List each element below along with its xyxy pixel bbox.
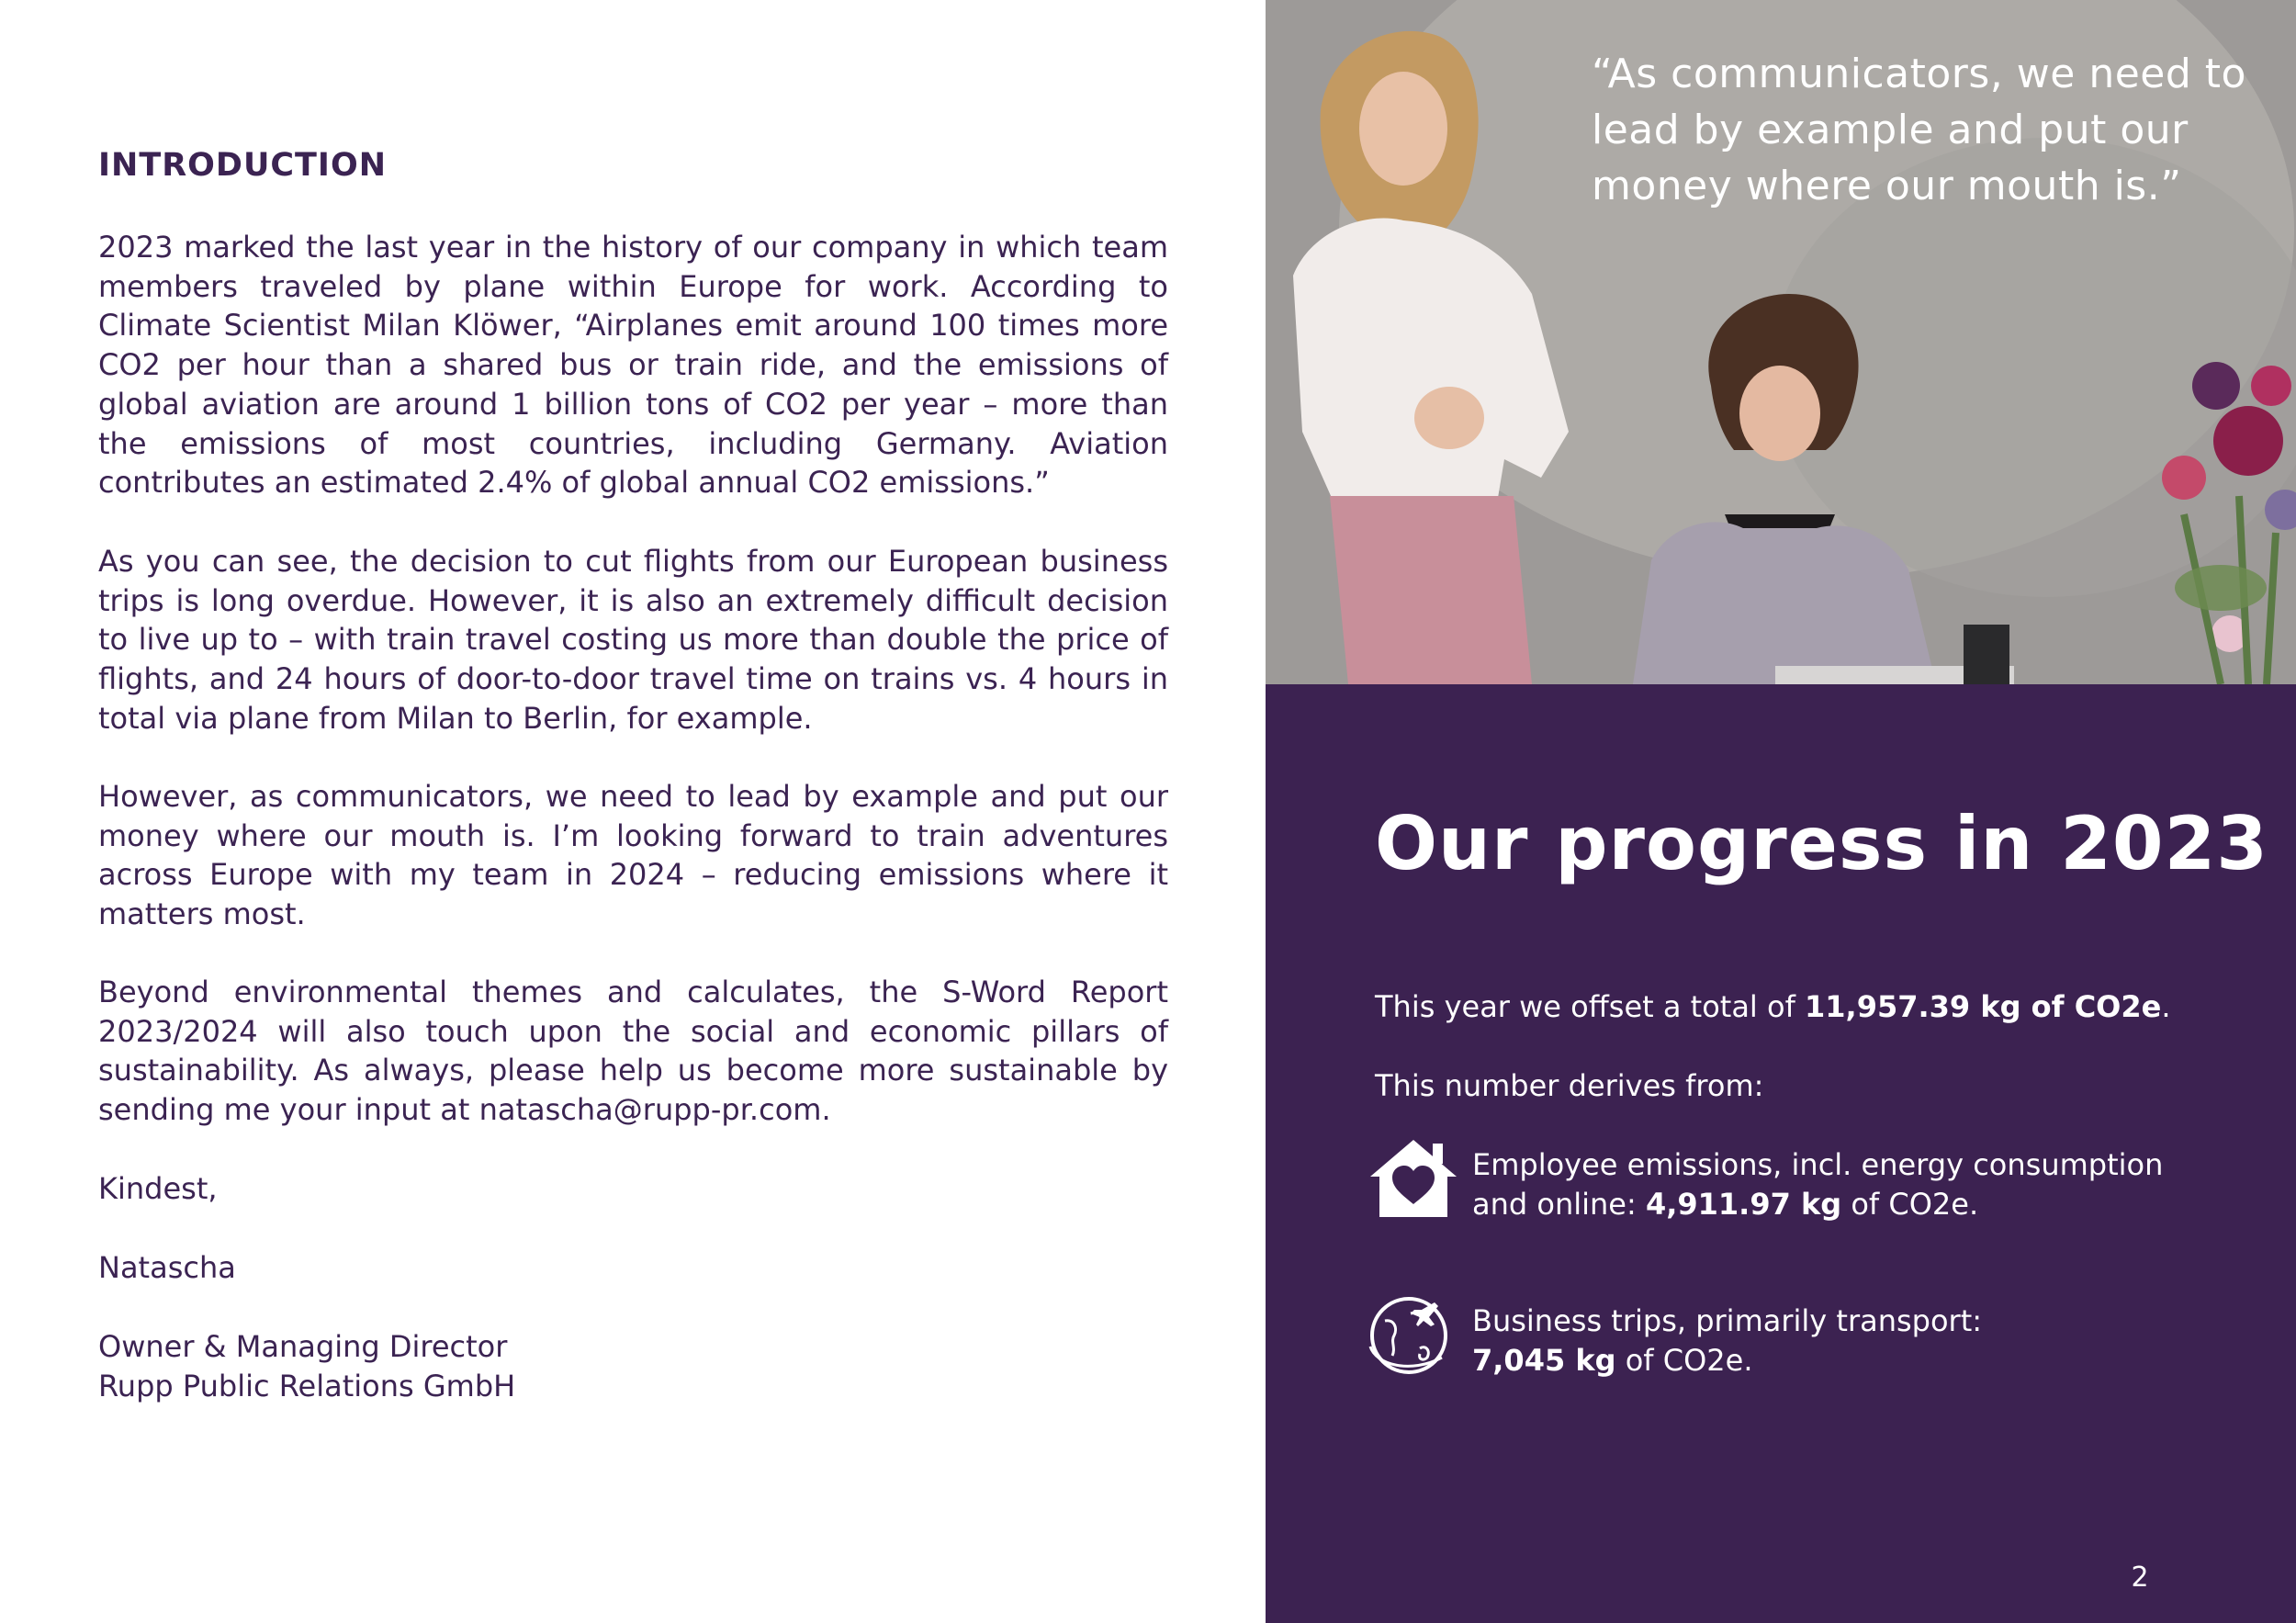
house-heart-icon [1367, 1136, 1460, 1219]
progress-title: Our progress in 2023 [1375, 801, 2268, 886]
signature-title [98, 1327, 1168, 1405]
page-number: 2 [2131, 1561, 2149, 1594]
offset-total-line [1375, 987, 2171, 1027]
employee-suffix: of CO2e. [1841, 1186, 1979, 1222]
closing-line: Kindest, [98, 1171, 218, 1206]
intro-heading: INTRODUCTION [98, 147, 387, 184]
business-trips-text [1472, 1302, 2207, 1380]
trips-suffix: of CO2e. [1615, 1342, 1753, 1378]
intro-paragraph-4: Beyond environmental themes and calculates, the S-Word Report 2023/2024 will also touch upon the social and economic pillars of sustainability. As always, please help us become more sustainable by sending me your input at natascha@rupp-pr.com. [98, 975, 1168, 1128]
intro-paragraph-2: As you can see, the decision to cut flights from our European business trips is long overdue. However, it is also an extremely difficult decision to live up to – with train travel costing us more than double the price of flights, and 24 hours of door-to-door travel time on trains vs. 4 hours in total via plane from Milan to Berlin, for example. [98, 544, 1168, 736]
offset-prefix: This year we offset a total of [1375, 989, 1805, 1024]
pull-quote: “As communicators, we need to lead by example and put our money where our mouth is.” [1592, 51, 2246, 209]
offset-suffix: . [2161, 989, 2171, 1024]
signature-role: Owner & Managing Director [98, 1329, 508, 1364]
employee-label: Employee emissions, incl. energy consumption and online: [1472, 1147, 2164, 1222]
trips-value: 7,045 kg [1472, 1342, 1616, 1378]
signature-company: Rupp Public Relations GmbH [98, 1368, 516, 1403]
signoff-name: Natascha [98, 1250, 236, 1285]
employee-value: 4,911.97 kg [1645, 1186, 1842, 1222]
trips-label: Business trips, primarily transport: [1472, 1303, 1983, 1338]
globe-airplane-icon [1367, 1293, 1451, 1378]
offset-value: 11,957.39 kg of CO2e [1805, 989, 2162, 1024]
intro-paragraph-1: 2023 marked the last year in the history of our company in which team members traveled by plane within Europe for work. According to Climate Scientist Milan Klöwer, “Airplanes emit around 100 times more CO2 per hour than a shared bus or train ride, and the emissions of global aviation are around 1 billion tons of CO2 per year – more than the emissions of most countries, including Germany. Aviation contributes an estimated 2.4% of global annual CO2 emissions.” [98, 230, 1168, 501]
derives-line: This number derives from: [1375, 1068, 1764, 1103]
employee-emissions-text [1472, 1145, 2207, 1223]
intro-paragraph-3: However, as communicators, we need to lead by example and put our money where our mouth is. I’m looking forward to train adventures across Europe with my team in 2024 – reducing emissions where it matters most. [98, 779, 1168, 932]
